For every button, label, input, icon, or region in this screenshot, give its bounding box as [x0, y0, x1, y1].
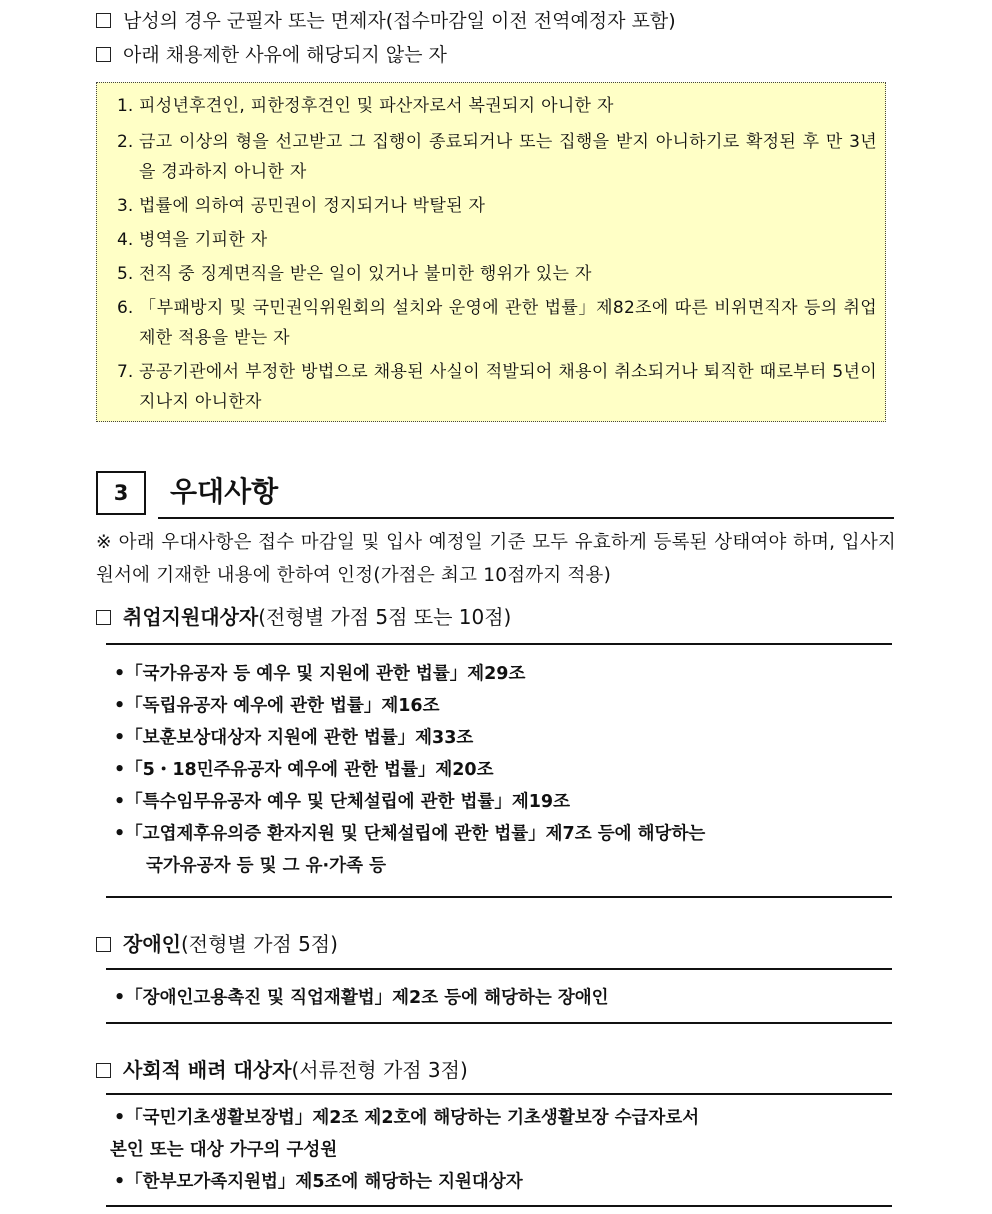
list-item: •「장애인고용촉진 및 직업재활법」제2조 등에 해당하는 장애인: [114, 988, 609, 1008]
list-item: •「특수임무유공자 예우 및 단체설립에 관한 법률」제19조: [114, 792, 571, 812]
restriction-number: 5.: [117, 264, 134, 284]
restriction-number: 4.: [117, 230, 134, 250]
group-detail: (전형별 가점 5점): [180, 932, 338, 956]
restriction-text: 병역을 기피한 자: [139, 230, 268, 250]
divider: [106, 1022, 892, 1024]
list-item: •「독립유공자 예우에 관한 법률」제16조: [114, 696, 440, 716]
restriction-text: 「부패방지 및 국민권익위원회의 설치와 운영에 관한 법률」제82조에 따른 비위면직자 등의 취업제한 적용을 받는 자: [139, 298, 877, 348]
group-detail: (전형별 가점 5점 또는 10점): [258, 605, 512, 629]
restriction-text: 금고 이상의 형을 선고받고 그 집행이 종료되거나 또는 집행을 받지 아니하기로 확정된 후 만 3년을 경과하지 아니한 자: [139, 132, 877, 182]
list-item: 본인 또는 대상 가구의 구성원: [110, 1140, 338, 1160]
eligibility-line-2: [96, 43, 447, 67]
restriction-item: [117, 225, 877, 255]
restriction-text: 법률에 의하여 공민권이 정지되거나 박탈된 자: [139, 196, 486, 216]
group-title: 사회적 배려 대상자: [123, 1058, 292, 1082]
restriction-item: [117, 357, 877, 417]
divider: [106, 643, 892, 645]
checkbox-square-icon: [96, 13, 111, 28]
restriction-text: 공공기관에서 부정한 방법으로 채용된 사실이 적발되어 채용이 취소되거나 퇴직한 때로부터 5년이 지나지 아니한자: [139, 362, 877, 412]
checkbox-square-icon: [96, 47, 111, 62]
group-heading-employment: [96, 603, 511, 631]
divider: [106, 1205, 892, 1207]
section-divider: [158, 517, 894, 519]
preference-notice: ※ 아래 우대사항은 접수 마감일 및 입사 예정일 기준 모두 유효하게 등록된 상태여야 하며, 입사지원서에 기재한 내용에 한하여 인정(가점은 최고 10점까지 적용): [96, 532, 896, 586]
restriction-text: 피성년후견인, 피한정후견인 및 파산자로서 복권되지 아니한 자: [139, 96, 614, 116]
list-item: •「5・18민주유공자 예우에 관한 법률」제20조: [114, 760, 494, 780]
restriction-item: [117, 259, 877, 289]
eligibility-text-2: 아래 채용제한 사유에 해당되지 않는 자: [123, 44, 447, 66]
section-number: 3: [96, 471, 146, 515]
group-title: 취업지원대상자: [123, 605, 259, 629]
list-item: •「국가유공자 등 예우 및 지원에 관한 법률」제29조: [114, 664, 526, 684]
checkbox-square-icon: [96, 1063, 111, 1078]
restriction-item: [117, 91, 877, 121]
group-detail: (서류전형 가점 3점): [291, 1058, 468, 1082]
restriction-number: 6.: [117, 298, 134, 318]
restriction-item: [117, 191, 877, 221]
divider: [106, 896, 892, 898]
restriction-number: 1.: [117, 96, 134, 116]
restriction-number: 7.: [117, 362, 134, 382]
eligibility-text-1: 남성의 경우 군필자 또는 면제자(접수마감일 이전 전역예정자 포함): [123, 10, 676, 32]
restriction-item: [117, 127, 877, 187]
list-item: •「국민기초생활보장법」제2조 제2호에 해당하는 기초생활보장 수급자로서: [114, 1108, 700, 1128]
list-item: •「고엽제후유의증 환자지원 및 단체설립에 관한 법률」제7조 등에 해당하는: [114, 824, 706, 844]
list-item: •「보훈보상대상자 지원에 관한 법률」제33조: [114, 728, 474, 748]
eligibility-line-1: [96, 9, 676, 33]
restriction-number: 3.: [117, 196, 134, 216]
divider: [106, 1093, 892, 1095]
list-item: •「한부모가족지원법」제5조에 해당하는 지원대상자: [114, 1172, 523, 1192]
restriction-text: 전직 중 징계면직을 받은 일이 있거나 불미한 행위가 있는 자: [139, 264, 592, 284]
checkbox-square-icon: [96, 937, 111, 952]
section-title: 우대사항: [170, 475, 279, 508]
divider: [106, 968, 892, 970]
list-item: 국가유공자 등 및 그 유·가족 등: [146, 856, 386, 876]
restriction-number: 2.: [117, 132, 134, 152]
restriction-item: [117, 293, 877, 353]
group-heading-disabled: [96, 930, 338, 958]
restriction-list-box: [96, 82, 886, 422]
group-heading-social: [96, 1056, 468, 1084]
checkbox-square-icon: [96, 610, 111, 625]
group-title: 장애인: [123, 932, 181, 956]
